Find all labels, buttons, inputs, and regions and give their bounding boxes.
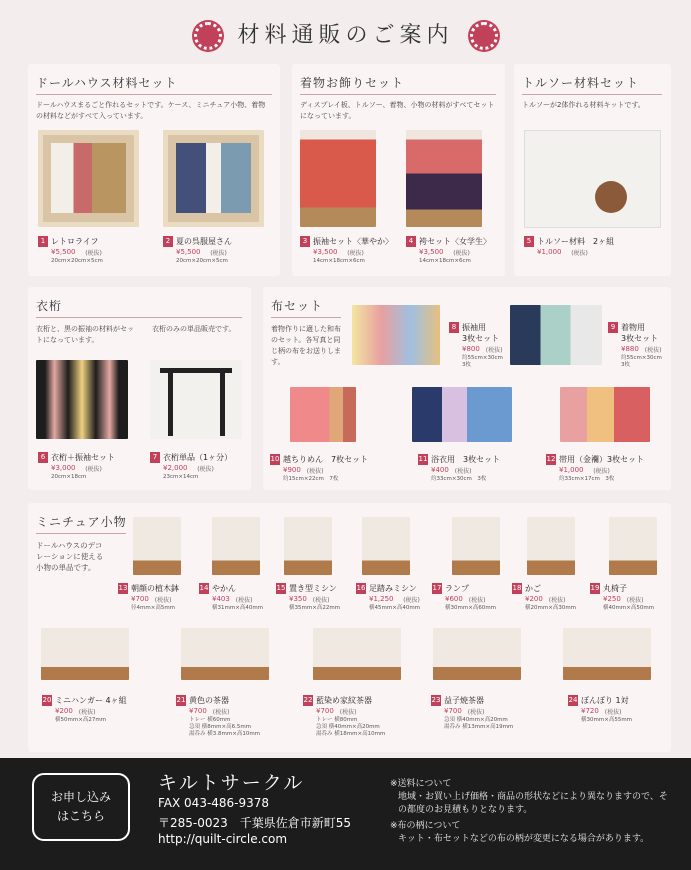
item-price: ¥700 — [444, 707, 462, 715]
item-name: ミニハンガー 4ヶ組 — [55, 696, 127, 705]
panel-title: ドールハウス材料セット — [36, 76, 178, 90]
product-photo — [412, 387, 512, 442]
item-number-badge: 23 — [431, 696, 441, 704]
item-tax: (税抜) — [644, 347, 662, 354]
panel-desc: トルソーが2体作れる材料キットです。 — [522, 101, 645, 109]
shipping-note: ※送料について — [390, 779, 452, 789]
item-size: 横30mm×高55mm — [581, 717, 633, 723]
panel-title: ミニチュア小物 — [36, 515, 127, 529]
item-price: ¥1,000 — [559, 466, 584, 474]
item-number-badge: 22 — [303, 696, 313, 704]
item-tax: (税抜) — [312, 597, 330, 604]
item-size: 約15cm×22cm 7枚 — [283, 476, 339, 482]
item-number-badge: 16 — [356, 584, 366, 592]
fax-number: FAX 043-486-9378 — [158, 796, 270, 810]
product-photo — [133, 517, 181, 575]
product-photo — [560, 387, 650, 442]
item-tax: (税抜) — [339, 709, 357, 716]
item-price: ¥1,250 — [369, 595, 394, 603]
item-name: やかん — [212, 584, 236, 593]
item-name: 衣桁＋振袖セット — [51, 453, 115, 462]
item-tax: (税抜) — [468, 597, 486, 604]
item-number-badge: 18 — [512, 584, 522, 592]
item-tax: (税抜) — [403, 597, 420, 604]
panel-desc: 衣桁と、黒の振袖の材料がセットになっています。 — [36, 325, 134, 344]
item-name: 益子焼茶器 — [444, 696, 484, 705]
product-photo — [212, 517, 260, 575]
item-price: ¥700 — [316, 707, 334, 715]
item-name: 夏の呉服屋さん — [176, 237, 232, 246]
item-name: 浴衣用 3枚セット — [431, 455, 501, 464]
item-name: 置き型ミシン — [289, 584, 337, 593]
item-size: 横30mm×高60mm — [445, 605, 497, 611]
product-photo — [36, 360, 128, 439]
item-size: トレー 横80mm 急須 横40mm×高20mm 湯呑み 横18mm×高10mm — [316, 717, 386, 737]
product-photo — [563, 628, 651, 680]
page-title: 材料通販のご案内 — [237, 23, 454, 48]
item-size: 横20mm×高30mm — [525, 605, 577, 611]
item-price: ¥900 — [283, 466, 301, 474]
product-photo — [524, 130, 661, 228]
item-tax: (税抜) — [571, 250, 588, 257]
item-size: 20cm×20cm×5cm — [176, 258, 228, 264]
item-number-badge: 1 — [38, 236, 48, 247]
item-tax: (税抜) — [626, 597, 644, 604]
item-price: ¥5,500 — [51, 248, 76, 256]
item-tax: (税抜) — [306, 468, 324, 475]
item-name: トルソー材料 2ヶ組 — [537, 237, 615, 246]
item-size: トレー 横60mm 急須 横8mm×高6.5mm 湯呑み 横3.8mm×高10mm — [189, 717, 261, 737]
item-tax: (税抜) — [197, 466, 214, 473]
panel-desc: 衣桁のみの単品販売です。 — [152, 325, 236, 333]
item-price: ¥200 — [55, 707, 73, 715]
website-link[interactable]: http://quilt-circle.com — [158, 832, 288, 846]
item-number-badge: 5 — [524, 236, 534, 247]
item-tax: (税抜) — [85, 250, 102, 257]
item-name: かご — [525, 584, 541, 593]
item-name: 朝顔の植木鉢 — [131, 584, 179, 593]
item-number-badge: 8 — [449, 322, 459, 333]
item-number-badge: 21 — [176, 696, 186, 704]
item-name: 足踏みミシン — [369, 584, 417, 593]
address: 〒285-0023 千葉県佐倉市新町55 — [158, 816, 352, 830]
product-photo — [406, 130, 482, 227]
item-number-badge: 7 — [150, 452, 160, 463]
product-photo — [181, 628, 269, 680]
item-size: 横45mm×高40mm — [369, 605, 421, 611]
item-tax: (税抜) — [548, 597, 566, 604]
item-tax: (税抜) — [485, 347, 503, 354]
item-tax: (税抜) — [593, 468, 610, 475]
item-name: 振袖セット〈華やか〉 — [313, 237, 393, 246]
item-size: 14cm×18cm×6cm — [313, 258, 365, 264]
panel-title: 着物お飾りセット — [300, 76, 405, 90]
item-price: ¥5,500 — [176, 248, 201, 256]
item-size: 約33cm×30cm 3枚 — [431, 476, 487, 482]
order-stamp: お申し込み はこちら — [32, 773, 130, 841]
item-size: 14cm×18cm×6cm — [419, 258, 471, 264]
item-tax: (税抜) — [78, 709, 96, 716]
panel-desc: ドールハウスのデコレーションに使える小物の単品です。 — [36, 541, 104, 572]
item-name: 帯用（金襴）3枚セット — [559, 455, 645, 464]
item-size: 約33cm×17cm 3枚 — [559, 476, 615, 482]
item-number-badge: 19 — [590, 584, 600, 592]
item-name: 袴セット〈女学生〉 — [419, 237, 491, 246]
item-price: ¥1,000 — [537, 248, 562, 256]
item-name: 衣桁単品（1ヶ分） — [163, 453, 233, 462]
item-name: レトロライフ — [51, 237, 99, 246]
item-size: 23cm×14cm — [163, 474, 199, 480]
panel-title: 衣桁 — [36, 299, 63, 313]
item-name: ぼんぼり 1対 — [581, 696, 629, 705]
panel-desc: 着物作りに適した和布のセット。各写真と同じ柄の布をお送りします。 — [271, 325, 341, 366]
panel-title: 布セット — [271, 299, 324, 313]
item-tax: (税抜) — [85, 466, 102, 473]
item-tax: (税抜) — [212, 709, 230, 716]
item-number-badge: 3 — [300, 236, 310, 247]
item-price: ¥3,500 — [313, 248, 338, 256]
footer — [0, 758, 691, 870]
item-number-badge: 12 — [546, 455, 556, 463]
item-number-badge: 4 — [406, 236, 416, 247]
item-tax: (税抜) — [453, 250, 470, 257]
item-tax: (税抜) — [235, 597, 253, 604]
item-tax: (税抜) — [454, 468, 472, 475]
item-name: 藍染め家紋茶器 — [316, 696, 372, 705]
product-photo — [452, 517, 500, 575]
item-number-badge: 24 — [568, 696, 578, 704]
item-name: 黄色の茶器 — [189, 696, 229, 705]
item-size: 急須 横40mm×高20mm 湯呑み 横13mm×高19mm — [444, 717, 514, 730]
item-price: ¥3,000 — [51, 464, 76, 472]
item-price: ¥400 — [431, 466, 449, 474]
product-photo — [150, 360, 242, 439]
item-number-badge: 20 — [42, 696, 52, 704]
item-number-badge: 6 — [38, 452, 48, 463]
item-price: ¥720 — [581, 707, 599, 715]
fabric-note: ※布の柄について — [390, 821, 461, 831]
item-number-badge: 9 — [608, 322, 618, 333]
item-name: ランプ — [445, 584, 469, 593]
item-tax: (税抜) — [604, 709, 622, 716]
item-size: 径4mm×高5mm — [131, 605, 176, 611]
item-number-badge: 11 — [418, 455, 428, 463]
fabric-note-body: キット・布セットなどの布の柄が変更になる場合があります。 — [398, 834, 650, 844]
item-price: ¥880 — [621, 345, 639, 353]
product-photo — [290, 387, 356, 442]
item-size: 横40mm×高50mm — [603, 605, 655, 611]
product-photo — [433, 628, 521, 680]
item-price: ¥3,500 — [419, 248, 444, 256]
item-price: ¥350 — [289, 595, 307, 603]
item-size: 横35mm×高22mm — [289, 605, 341, 611]
item-price: ¥700 — [131, 595, 149, 603]
panel-desc: ドールハウスまるごと作れるセットです。ケース、ミニチュア小物、着物の材料などがすべて入っています。 — [36, 101, 266, 120]
item-number-badge: 2 — [163, 236, 173, 247]
item-price: ¥2,000 — [163, 464, 188, 472]
chrysanthemum-icon — [470, 22, 498, 50]
item-number-badge: 13 — [118, 584, 128, 592]
product-photo — [163, 130, 264, 227]
product-photo — [510, 305, 602, 365]
shipping-note-body: 地域・お買い上げ価格・商品の形状などにより異なりますので、その都度のお見積もりとなります。 — [398, 792, 668, 815]
product-photo — [41, 628, 129, 680]
item-price: ¥600 — [445, 595, 463, 603]
panel-desc: ディスプレイ板、トルソー、着物、小物の材料がすべてセットになっています。 — [300, 101, 495, 120]
product-photo — [362, 517, 410, 575]
item-name: 丸椅子 — [603, 584, 627, 593]
chrysanthemum-icon — [194, 22, 222, 50]
product-photo — [609, 517, 657, 575]
item-tax: (税抜) — [467, 709, 485, 716]
product-photo — [527, 517, 575, 575]
item-name: 着物用 3枚セット — [621, 323, 659, 343]
item-tax: (税抜) — [347, 250, 364, 257]
item-tax: (税抜) — [210, 250, 227, 257]
item-size: 約55cm×30cm 3枚 — [621, 355, 662, 368]
item-number-badge: 14 — [199, 584, 209, 592]
item-number-badge: 10 — [270, 455, 280, 463]
item-size: 横31mm×高40mm — [212, 605, 264, 611]
item-name: 越ちりめん 7枚セット — [283, 455, 369, 464]
item-name: 振袖用 3枚セット — [462, 323, 500, 343]
company-name: キルトサークル — [158, 772, 305, 794]
item-size: 20cm×18cm — [51, 474, 87, 480]
product-photo — [352, 305, 440, 365]
product-photo — [300, 130, 376, 227]
item-number-badge: 15 — [276, 584, 286, 592]
item-size: 横50mm×高27mm — [55, 717, 107, 723]
item-price: ¥700 — [189, 707, 207, 715]
item-size: 20cm×20cm×5cm — [51, 258, 103, 264]
item-price: ¥250 — [603, 595, 621, 603]
item-price: ¥200 — [525, 595, 543, 603]
item-price: ¥403 — [212, 595, 230, 603]
product-photo — [38, 130, 139, 227]
item-number-badge: 17 — [432, 584, 442, 592]
item-size: 約55cm×30cm 3枚 — [462, 355, 503, 368]
panel-title: トルソー材料セット — [522, 76, 640, 90]
product-photo — [313, 628, 401, 680]
item-tax: (税抜) — [154, 597, 172, 604]
item-price: ¥800 — [462, 345, 480, 353]
product-photo — [284, 517, 332, 575]
